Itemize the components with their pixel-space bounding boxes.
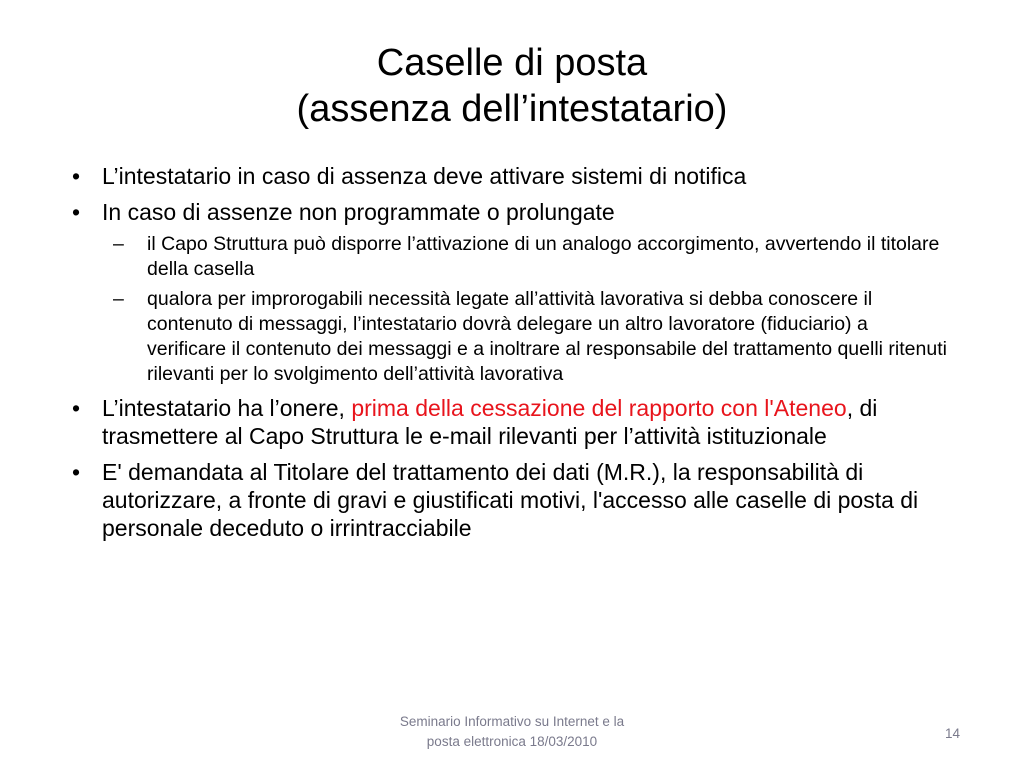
bullet-item xyxy=(72,394,952,450)
bullet-text-part: L’intestatario ha l’onere, xyxy=(102,395,352,421)
slide-footer xyxy=(360,712,664,752)
highlighted-text: prima della cessazione del rapporto con l'Ateneo xyxy=(351,395,847,421)
bullet-icon: • xyxy=(72,459,81,485)
bullet-text: E' demandata al Titolare del trattamento dei dati (M.R.), la responsabilità di autorizzare, a fronte di gravi e giustificati motivi, l'accesso alle caselle di posta di personale deceduto o irrintracciabile xyxy=(102,459,919,541)
bullet-icon: • xyxy=(72,199,81,225)
sub-bullet-item xyxy=(72,287,952,387)
footer-line-1: Seminario Informativo su Internet e la xyxy=(399,714,625,729)
slide-title-line-2: (assenza dell’intestatario) xyxy=(296,88,728,130)
sub-bullet-text: qualora per improrogabili necessità legate all’attività lavorativa si debba conoscere il contenuto di messaggi, l’intestatario dovrà delegare un altro lavoratore (fiduciario) a verificare il contenuto dei messaggi e a inoltrare al responsabile del trattamento quelli ritenuti rilevanti per lo svolgimento dell’attività lavorativa xyxy=(147,288,947,385)
sub-bullet-text: il Capo Struttura può disporre l’attivazione di un analogo accorgimento, avvertendo il titolare della casella xyxy=(147,233,940,280)
page-number: 14 xyxy=(944,726,960,741)
bullet-item xyxy=(72,458,952,542)
bullet-text: In caso di assenze non programmate o prolungate xyxy=(102,199,615,225)
slide-title xyxy=(60,40,964,132)
bullet-item xyxy=(72,198,952,226)
dash-icon: – xyxy=(113,288,124,310)
bullet-item xyxy=(72,162,952,190)
bullet-icon: • xyxy=(72,395,81,421)
bullet-icon: • xyxy=(72,163,81,189)
sub-bullet-item xyxy=(72,232,952,282)
dash-icon: – xyxy=(113,233,124,255)
slide-body xyxy=(72,162,952,550)
footer-line-2: posta elettronica 18/03/2010 xyxy=(426,734,598,749)
bullet-text-part: , di trasmettere al Capo Struttura le e-mail rilevanti per l’attività istituzionale xyxy=(102,395,878,449)
slide-title-line-1: Caselle di posta xyxy=(376,42,648,84)
bullet-text: L’intestatario in caso di assenza deve attivare sistemi di notifica xyxy=(102,163,747,189)
